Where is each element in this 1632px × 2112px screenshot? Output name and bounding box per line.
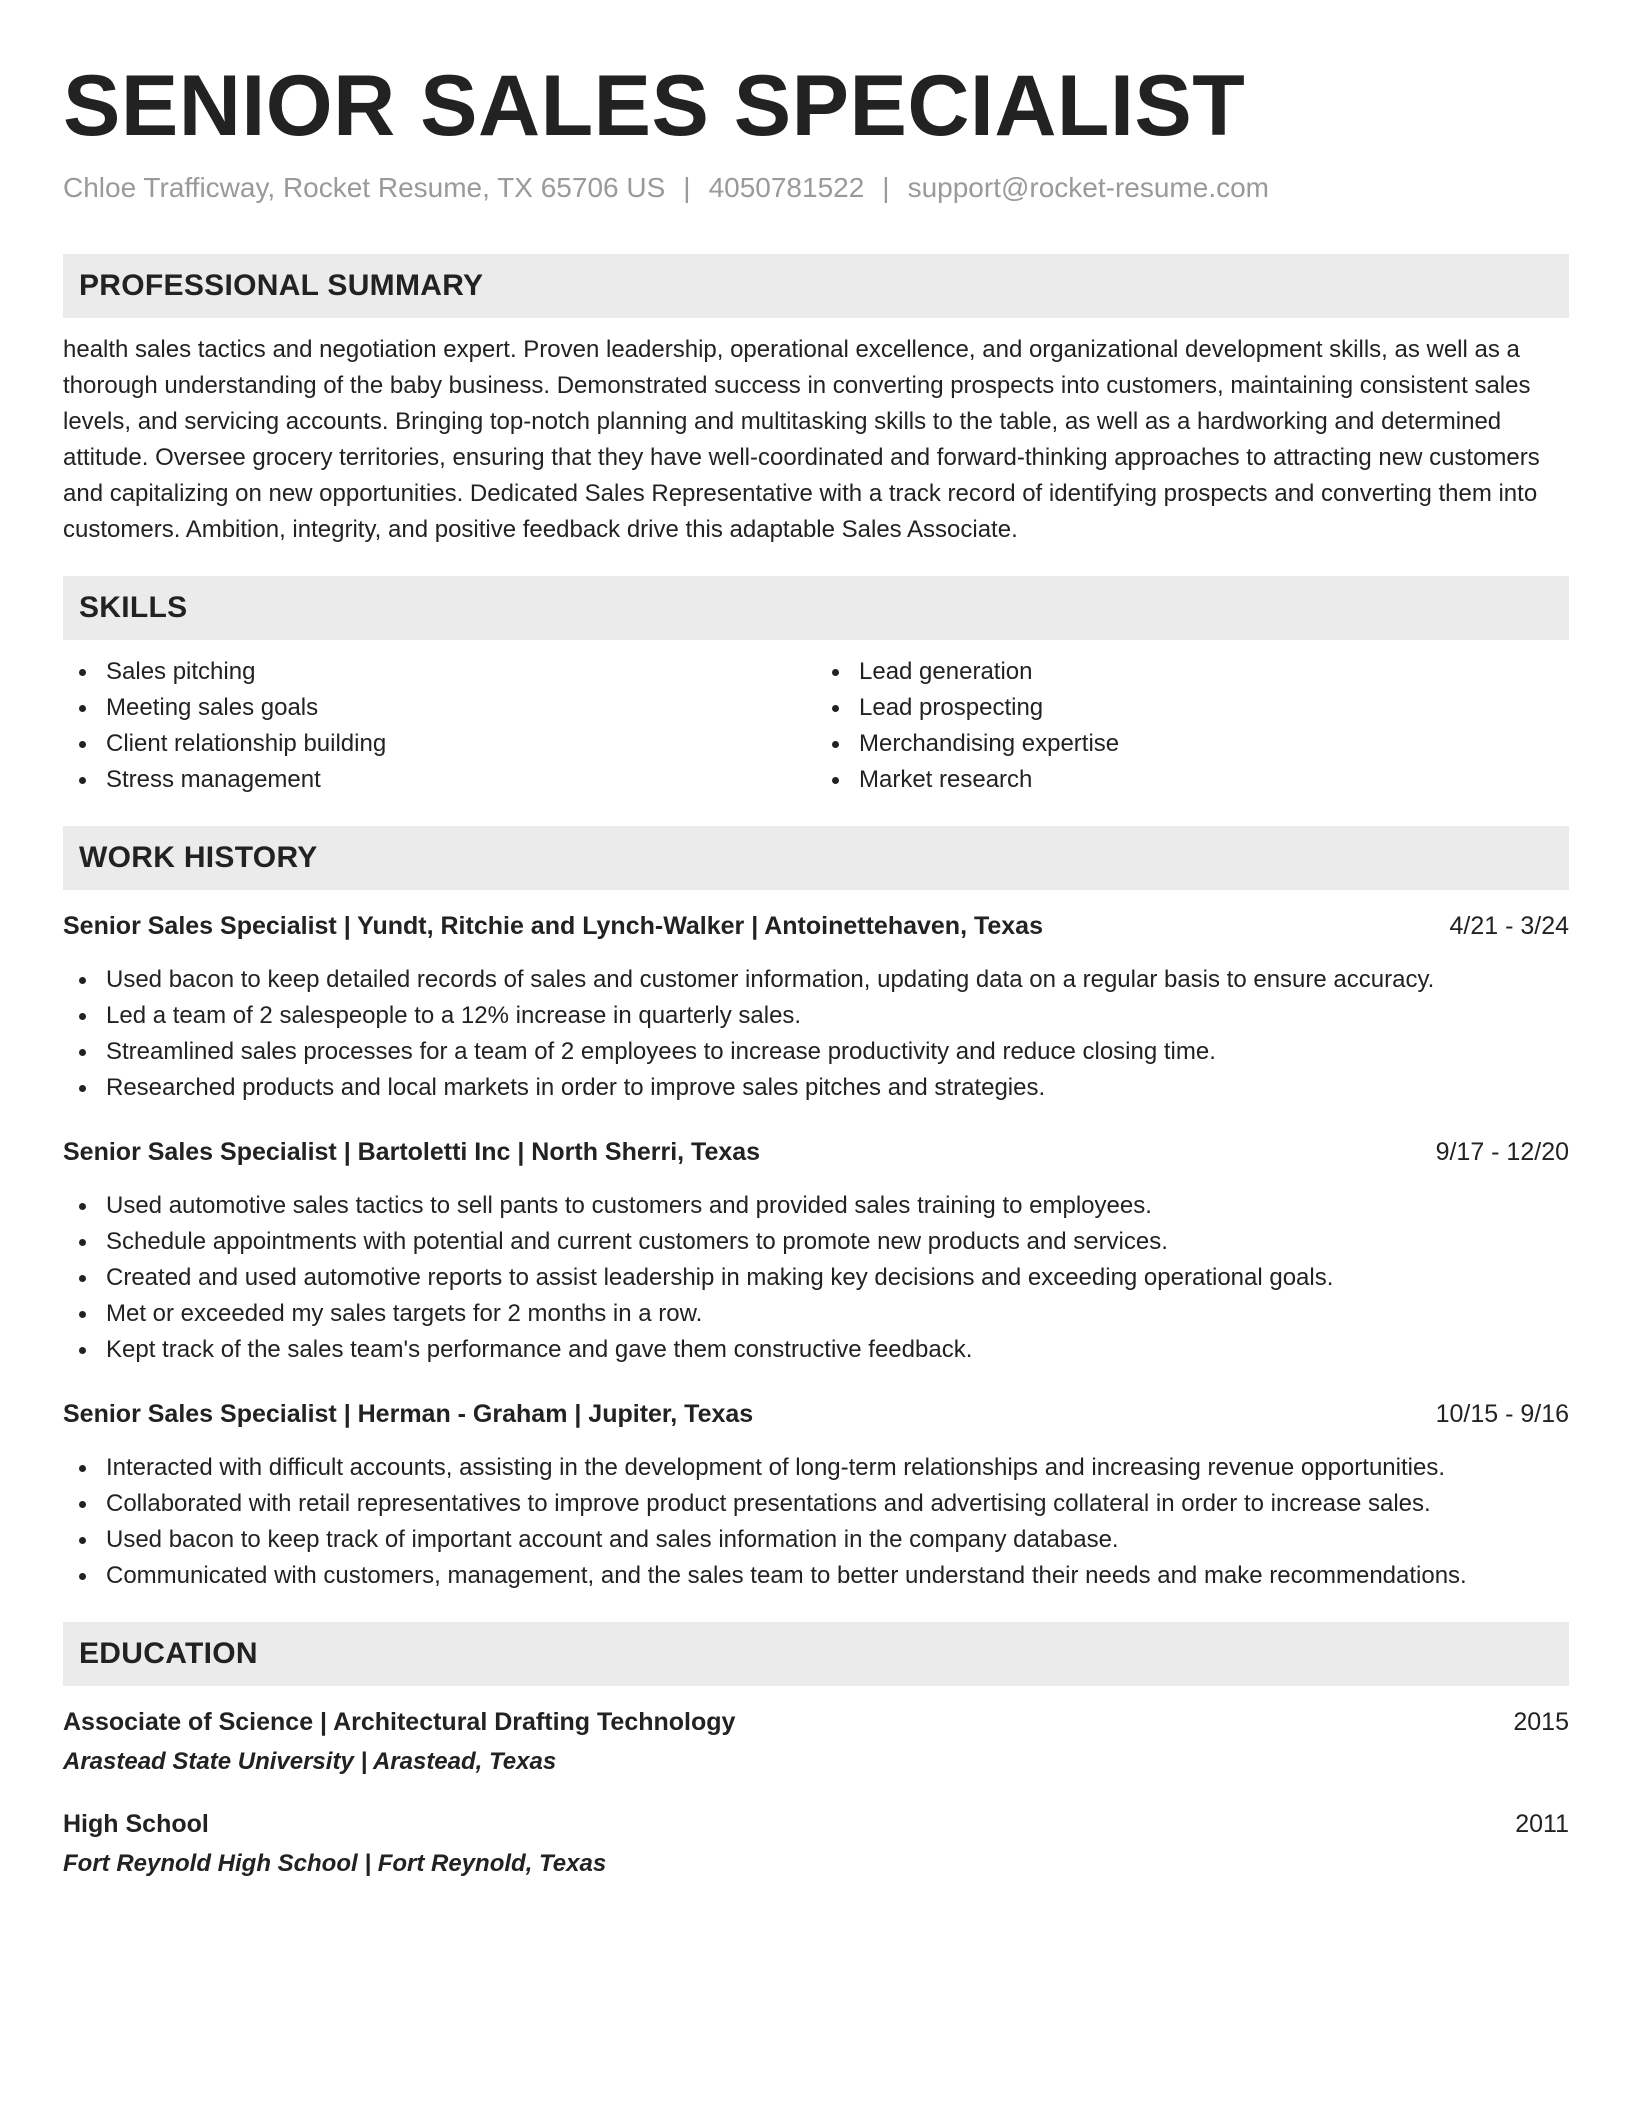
- job-bullets: [63, 962, 1569, 1106]
- contact-separator: |: [683, 172, 691, 203]
- skills-list: [63, 654, 1569, 798]
- job-bullet: Led a team of 2 salespeople to a 12% increase in quarterly sales.: [106, 998, 1569, 1034]
- job-bullet: Used bacon to keep track of important account and sales information in the company database.: [106, 1522, 1569, 1558]
- education-school: Arastead State University | Arastead, Texas: [63, 1748, 557, 1775]
- job-entry: [63, 908, 1569, 1106]
- education-entry: [63, 1806, 1569, 1882]
- job-dates: 4/21 - 3/24: [1449, 912, 1569, 940]
- job-bullet: Interacted with difficult accounts, assisting in the development of long-term relationships and increasing revenue opportunities.: [106, 1450, 1569, 1486]
- job-dates: 9/17 - 12/20: [1435, 1138, 1569, 1166]
- job-entry: [63, 1396, 1569, 1594]
- job-bullet: Schedule appointments with potential and current customers to promote new products and services.: [106, 1224, 1569, 1260]
- contact-line: [63, 170, 1569, 206]
- section-heading-summary: PROFESSIONAL SUMMARY: [63, 254, 1569, 318]
- education-degree: High School: [63, 1810, 209, 1838]
- job-entry: [63, 1134, 1569, 1368]
- job-bullet: Communicated with customers, management, and the sales team to better understand their needs and make recommendations.: [106, 1558, 1569, 1594]
- skills-column-right: [816, 654, 1569, 798]
- job-bullet: Met or exceeded my sales targets for 2 months in a row.: [106, 1296, 1569, 1332]
- job-bullet: Researched products and local markets in order to improve sales pitches and strategies.: [106, 1070, 1569, 1106]
- contact-address: Chloe Trafficway, Rocket Resume, TX 65706 US: [63, 172, 666, 203]
- job-bullet: Used automotive sales tactics to sell pants to customers and provided sales training to employees.: [106, 1188, 1569, 1224]
- section-heading-work-history: WORK HISTORY: [63, 826, 1569, 890]
- job-bullets: [63, 1188, 1569, 1368]
- job-bullet: Created and used automotive reports to assist leadership in making key decisions and exceeding operational goals.: [106, 1260, 1569, 1296]
- education-entry: [63, 1704, 1569, 1780]
- summary-text: health sales tactics and negotiation expert. Proven leadership, operational excellence, and organizational development skills, as well as a thorough understanding of the baby business. Demonstrated success in converting prospects into customers, maintaining consistent sales levels, and servicing accounts. Bringing top-notch planning and multitasking skills to the table, as well as a hardworking and determined attitude. Oversee grocery territories, ensuring that they have well-coordinated and forward-thinking approaches to attracting new customers and capitalizing on new opportunities. Dedicated Sales Representative with a track record of identifying prospects and converting them into customers. Ambition, integrity, and positive feedback drive this adaptable Sales Associate.: [63, 336, 1540, 543]
- skill-item: Market research: [859, 762, 1569, 798]
- contact-separator: |: [882, 172, 890, 203]
- skill-item: Client relationship building: [106, 726, 816, 762]
- skills-column-left: [63, 654, 816, 798]
- job-bullets: [63, 1450, 1569, 1594]
- job-header: [63, 1396, 1569, 1432]
- education-header: [63, 1806, 1569, 1842]
- skill-item: Stress management: [106, 762, 816, 798]
- job-header: [63, 908, 1569, 944]
- job-title: Senior Sales Specialist | Bartoletti Inc | North Sherri, Texas: [63, 1138, 761, 1166]
- contact-phone: 4050781522: [708, 172, 865, 203]
- job-bullet: Collaborated with retail representatives to improve product presentations and advertising collateral in order to increase sales.: [106, 1486, 1569, 1522]
- education-year: 2015: [1513, 1708, 1569, 1736]
- skill-item: Lead prospecting: [859, 690, 1569, 726]
- contact-email: support@rocket-resume.com: [907, 172, 1270, 203]
- job-bullet: Kept track of the sales team's performance and gave them constructive feedback.: [106, 1332, 1569, 1368]
- resume-title: SENIOR SALES SPECIALIST: [63, 58, 1246, 154]
- education-year: 2011: [1515, 1810, 1569, 1838]
- education-header: [63, 1704, 1569, 1740]
- skill-item: Merchandising expertise: [859, 726, 1569, 762]
- education-school: Fort Reynold High School | Fort Reynold, Texas: [63, 1850, 607, 1877]
- job-dates: 10/15 - 9/16: [1435, 1400, 1569, 1428]
- job-bullet: Streamlined sales processes for a team of 2 employees to increase productivity and reduce closing time.: [106, 1034, 1569, 1070]
- section-heading-education: EDUCATION: [63, 1622, 1569, 1686]
- job-bullet: Used bacon to keep detailed records of sales and customer information, updating data on a regular basis to ensure accuracy.: [106, 962, 1569, 998]
- job-header: [63, 1134, 1569, 1170]
- skill-item: Sales pitching: [106, 654, 816, 690]
- job-title: Senior Sales Specialist | Yundt, Ritchie and Lynch-Walker | Antoinettehaven, Texas: [63, 912, 1043, 940]
- education-degree: Associate of Science | Architectural Drafting Technology: [63, 1708, 736, 1736]
- skill-item: Lead generation: [859, 654, 1569, 690]
- section-heading-skills: SKILLS: [63, 576, 1569, 640]
- skill-item: Meeting sales goals: [106, 690, 816, 726]
- job-title: Senior Sales Specialist | Herman - Graham | Jupiter, Texas: [63, 1400, 754, 1428]
